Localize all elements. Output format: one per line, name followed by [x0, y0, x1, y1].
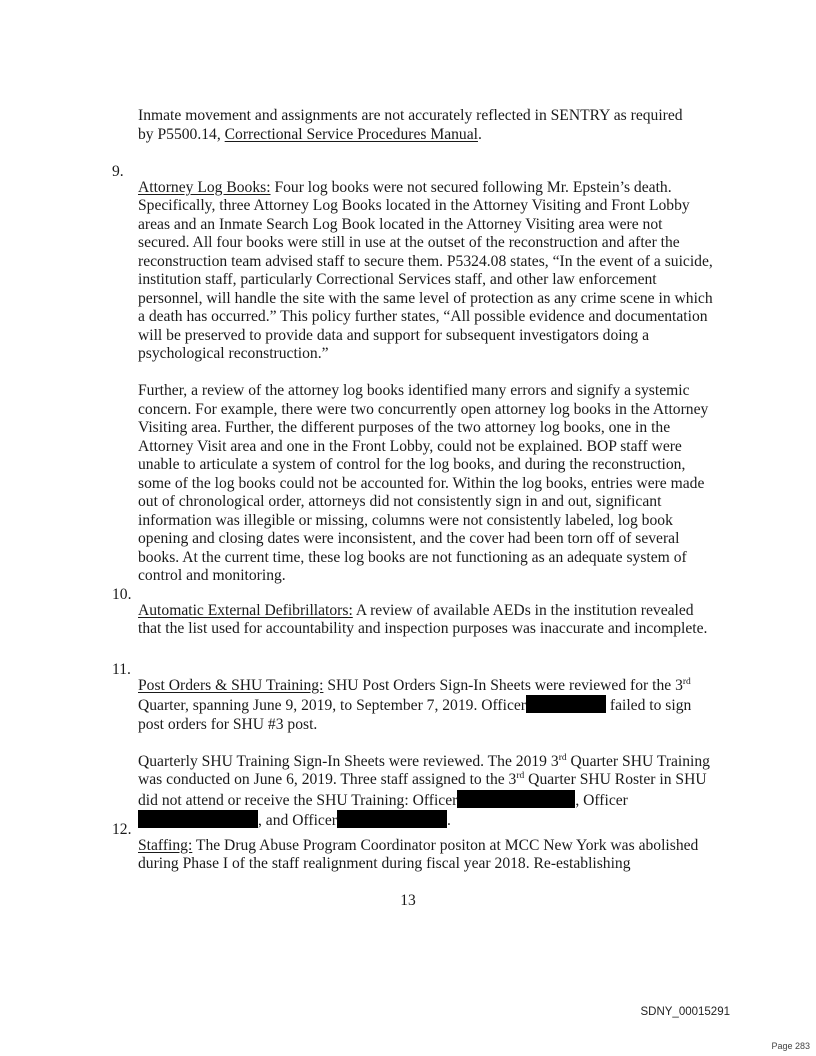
- item-heading: Staffing:: [138, 836, 193, 854]
- item-heading: Automatic External Defibrillators:: [138, 601, 353, 619]
- item-number: 11.: [112, 661, 131, 678]
- finding-item-11: [112, 661, 714, 846]
- finding-item-12: [112, 821, 714, 889]
- item-number: 9.: [112, 163, 124, 180]
- finding-item-10: [112, 586, 714, 654]
- item-9-paragraph-2: Further, a review of the attorney log books identified many errors and signify a systemic concern. For example, there were two concurrently open attorney log books in the Attorney Visiting area. Further, the different purposes of the two attorney log books, one in the Attorney Visit area and one in the Front Lobby, could not be explained. BOP staff were unable to articulate a system of control for the log books, and during the reconstruction, some of the log books could not be accounted for. Within the log books, entries were made out of chronological order, attorneys did not consistently sign in and out, significant information was illegible or missing, columns were not consistently labeled, log book opening and closing dates were inconsistent, and the cover had been torn off of several books. At the current time, these log books are not functioning as an adequate system of control and monitoring.: [138, 382, 709, 585]
- continuation-line-1: Inmate movement and assignments are not accurately reflected in SENTRY as required: [138, 107, 683, 124]
- finding-item-9: [112, 163, 714, 601]
- item-11-paragraph-2: Quarterly SHU Training Sign-In Sheets were reviewed. The 2019 3rd Quarter SHU Training was conducted on June 6, 2019. Three staff assigned to the 3rd Quarter SHU Roster in SHU did not attend or receive the SHU Training: Officer , Officer, and Officer .: [138, 752, 710, 830]
- item-11-paragraph-1: Post Orders & SHU Training: SHU Post Orders Sign-In Sheets were reviewed for the 3rd Quarter, spanning June 9, 2019, to September 7, 2019. Officer failed to sign post orders for SHU #3 post.: [138, 676, 692, 733]
- redaction-box: [526, 695, 606, 713]
- item-10-paragraph: Automatic External Defibrillators: A review of available AEDs in the institution revealed that the list used for accountability and inspection purposes was inaccurate and incomplete.: [138, 601, 708, 638]
- manual-title: Correctional Service Procedures Manual: [224, 125, 478, 143]
- continuation-paragraph: Inmate movement and assignments are not accurately reflected in SENTRY as required by P5500.14, Correctional Service Procedures Manual.: [138, 107, 683, 143]
- item-9-paragraph-1: Attorney Log Books: Four log books were not secured following Mr. Epstein’s death. Specifically, three Attorney Log Books located in the Attorney Visiting and Front Lobby areas and an Inmate Search Log Book located in the Attorney Visiting area were not secured. All four books were still in use at the outset of the reconstruction and after the reconstruction team advised staff to secure them. P5324.08 states, “In the event of a suicide, institution staff, particularly Correctional Services staff, and other law enforcement personnel, will handle the site with the same level of protection as any crime scene in which a death has occurred.” This policy further states, “All possible evidence and documentation will be preserved to provide data and support for subsequent investigators doing a psychological reconstruction.”: [138, 178, 713, 363]
- pdf-page-label: Page 283: [771, 1041, 810, 1051]
- page-number: 13: [400, 892, 416, 909]
- redaction-box: [457, 790, 575, 808]
- item-12-paragraph: Staffing: The Drug Abuse Program Coordinator positon at MCC New York was abolished during Phase I of the staff realignment during fiscal year 2018. Re-establishing: [138, 836, 699, 873]
- continuation-line-2-prefix: by P5500.14,: [138, 125, 225, 143]
- item-number: 12.: [112, 821, 132, 838]
- item-number: 10.: [112, 586, 132, 603]
- item-heading: Post Orders & SHU Training:: [138, 676, 324, 694]
- item-heading: Attorney Log Books:: [138, 178, 271, 196]
- bates-number: SDNY_00015291: [640, 1006, 730, 1018]
